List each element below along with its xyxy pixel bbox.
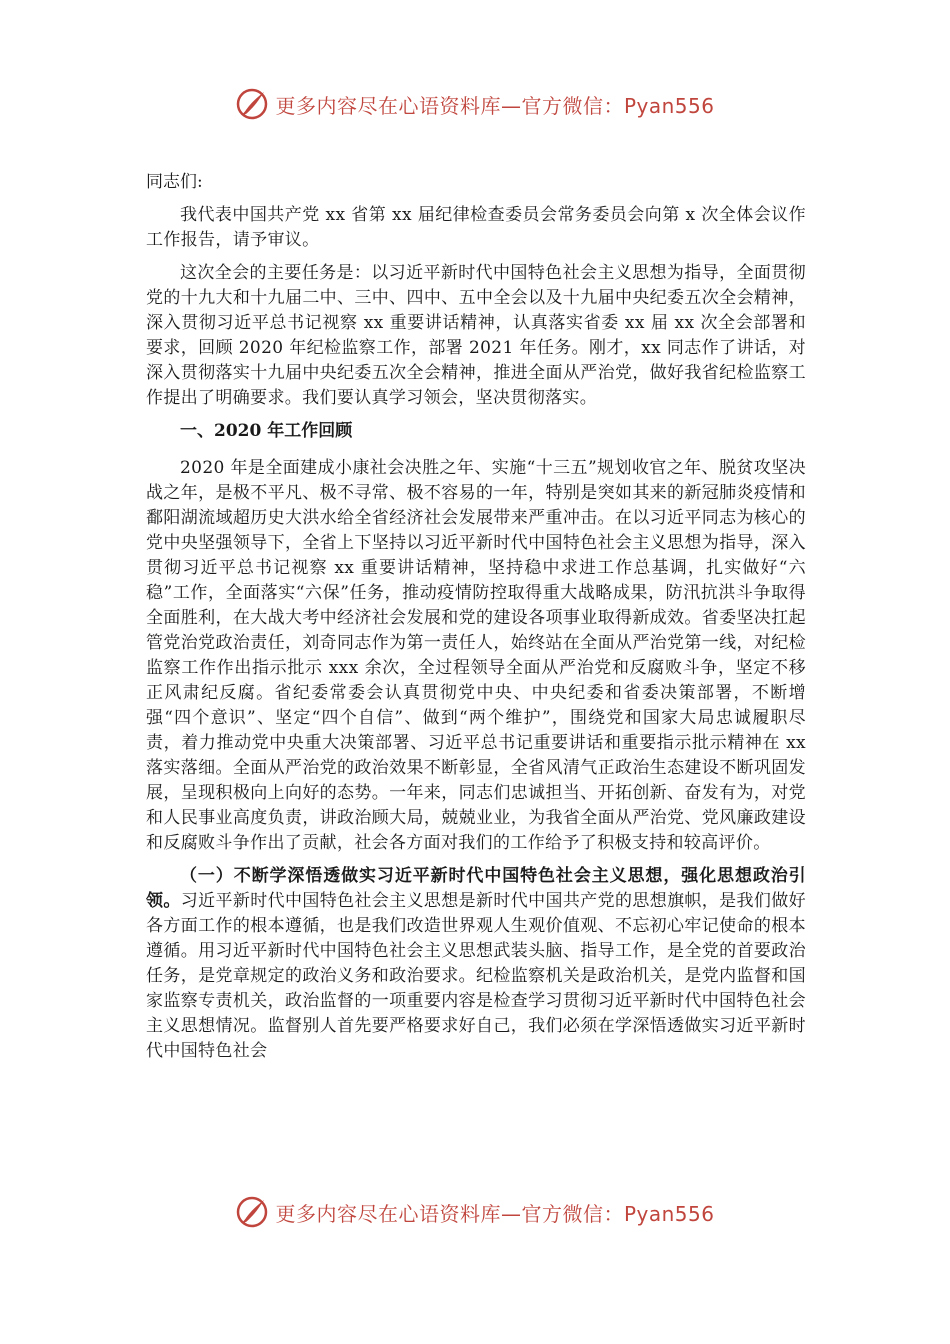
review-paragraph: 2020 年是全面建成小康社会决胜之年、实施“十三五”规划收官之年、脱贫攻坚决战之年，是极不平凡、极不寻常、极不容易的一年，特别是突如其来的新冠肺炎疫情和鄱阳湖流域超历史大洪水给全省经济社会发展带来严重冲击。在以习近平同志为核心的党中央坚强领导下，全省上下坚持以习近平新时代中国特色社会主义思想为指导，深入贯彻习近平总书记视察 xx 重要讲话精神，坚持稳中求进工作总基调，扎实做好“六稳”工作，全面落实“六保”任务，推动疫情防控取得重大战略成果，防汛抗洪斗争取得全面胜利，在大战大考中经济社会发展和党的建设各项事业取得新成效。省委坚决扛起管党治党政治责任，刘奇同志作为第一责任人，始终站在全面从严治党第一线，对纪检监察工作作出指示批示 xxx 余次，全过程领导全面从严治党和反腐败斗争，坚定不移正风肃纪反腐。省纪委常委会认真贯彻党中央、中央纪委和省委决策部署，不断增强“四个意识”、坚定“四个自信”、做到“两个维护”，围绕党和国家大局忠诚履职尽责，着力推动党中央重大决策部署、习近平总书记重要讲话和重要指示批示精神在 xx 落实落细。全面从严治党的政治效果不断彰显，全省风清气正政治生态建设不断巩固发展，呈现积极向上向好的态势。一年来，同志们忠诚担当、开拓创新、奋发有为，对党和人民事业高度负责，讲政治顾大局，兢兢业业，为我省全面从严治党、党风廉政建设和反腐败斗争作出了贡献，社会各方面对我们的工作给予了积极支持和较高评价。 bbox=[146, 458, 806, 853]
salutation: 同志们: bbox=[146, 172, 203, 192]
document-body bbox=[146, 170, 806, 1072]
quill-pen-icon bbox=[235, 1195, 269, 1229]
subsection-paragraph bbox=[146, 864, 806, 1064]
subsection-body: 习近平新时代中国特色社会主义思想是新时代中国共产党的思想旗帜，是我们做好各方面工作的根本遵循，也是我们改造世界观人生观价值观、不忘初心牢记使命的根本遵循。用习近平新时代中国特色社会主义思想武装头脑、指导工作，是全党的首要政治任务，是党章规定的政治义务和政治要求。纪检监察机关是政治机关，是党内监督和国家监察专责机关，政治监督的一项重要内容是检查学习贯彻习近平新时代中国特色社会主义思想情况。监督别人首先要严格要求好自己，我们必须在学深悟透做实习近平新时代中国特色社会 bbox=[146, 891, 806, 1061]
footer-watermark bbox=[0, 1192, 950, 1232]
watermark-text: 更多内容尽在心语资料库—官方微信：Pyan556 bbox=[275, 1201, 715, 1226]
subsection-heading: （一）不断学深悟透做实习近平新时代中国特色社会主义思想，强化思想政治引领。 bbox=[146, 866, 806, 911]
header-watermark bbox=[0, 84, 950, 124]
tasks-paragraph: 这次全会的主要任务是：以习近平新时代中国特色社会主义思想为指导，全面贯彻党的十九大和十九届二中、三中、四中、五中全会以及十九届中央纪委五次全会精神，深入贯彻习近平总书记视察 xx 重要讲话精神，认真落实省委 xx 届 xx 次全会部署和要求，回顾 2020 年纪检监察工作，部署 2021 年任务。刚才，xx 同志作了讲话，对深入贯彻落实十九届中央纪委五次全会精神，推进全面从严治党，做好我省纪检监察工作提出了明确要求。我们要认真学习领会，坚决贯彻落实。 bbox=[146, 263, 806, 408]
section-heading-review: 一、2020 年工作回顾 bbox=[180, 421, 353, 441]
quill-pen-icon bbox=[235, 87, 269, 121]
watermark-text: 更多内容尽在心语资料库—官方微信：Pyan556 bbox=[275, 93, 715, 118]
intro-paragraph: 我代表中国共产党 xx 省第 xx 届纪律检查委员会常务委员会向第 x 次全体会议作工作报告，请予审议。 bbox=[146, 205, 806, 250]
